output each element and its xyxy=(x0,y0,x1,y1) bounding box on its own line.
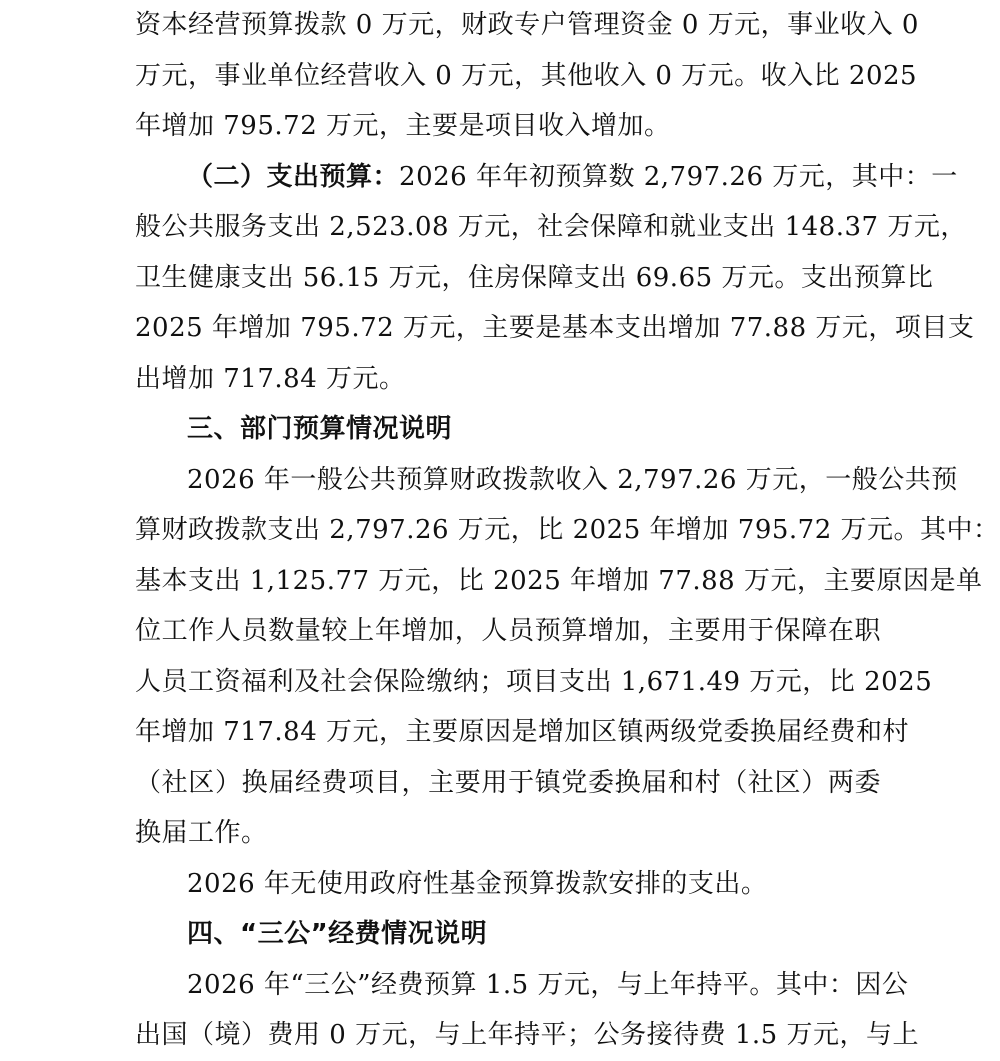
paragraph-line: 资本经营预算拨款 0 万元，财政专户管理资金 0 万元，事业收入 0 xyxy=(135,10,919,40)
paragraph-line: 出增加 717.84 万元。 xyxy=(135,363,406,394)
subsection-title: 支出预算： xyxy=(266,161,400,192)
section-heading: 三、部门预算情况说明 xyxy=(187,414,453,444)
paragraph-line: 2026 年一般公共预算财政拨款收入 2,797.26 万元，一般公共预 xyxy=(187,464,958,495)
paragraph-line: 位工作人员数量较上年增加，人员预算增加，主要用于保障在职 xyxy=(135,616,881,646)
paragraph-line: 2026 年“三公”经费预算 1.5 万元，与上年持平。其中：因公 xyxy=(187,969,909,1000)
paragraph-line: 换届工作。 xyxy=(135,818,268,848)
paragraph-line: 2025 年增加 795.72 万元，主要是基本支出增加 77.88 万元，项目支 xyxy=(135,313,975,343)
paragraph-line: 年增加 717.84 万元，主要原因是增加区镇两级党委换届经费和村 xyxy=(135,717,910,747)
paragraph-line: 年增加 795.72 万元，主要是项目收入增加。 xyxy=(135,111,671,141)
paragraph-line: 般公共服务支出 2,523.08 万元，社会保障和就业支出 148.37 万元， xyxy=(135,212,967,242)
paragraph-line: 算财政拨款支出 2,797.26 万元，比 2025 年增加 795.72 万元。其中： xyxy=(135,515,1000,545)
paragraph-line: 卫生健康支出 56.15 万元，住房保障支出 69.65 万元。支出预算比 xyxy=(135,262,934,293)
paragraph-text: 2026 年年初预算数 2,797.26 万元，其中：一 xyxy=(399,161,958,192)
paragraph-line: （社区）换届经费项目，主要用于镇党委换届和村（社区）两委 xyxy=(135,767,881,798)
paragraph-line: 出国（境）费用 0 万元，与上年持平；公务接待费 1.5 万元，与上 xyxy=(135,1020,919,1050)
section-heading: 四、“三公”经费情况说明 xyxy=(187,919,488,949)
paragraph-line: 人员工资福利及社会保险缴纳；项目支出 1,671.49 万元，比 2025 xyxy=(135,666,933,697)
paragraph-line: 2026 年无使用政府性基金预算拨款安排的支出。 xyxy=(187,868,768,899)
paragraph-line: 基本支出 1,125.77 万元，比 2025 年增加 77.88 万元，主要原因是单 xyxy=(135,565,983,596)
subsection-heading-line xyxy=(135,152,958,203)
document-body xyxy=(135,0,1000,1061)
paragraph-line: 万元，事业单位经营收入 0 万元，其他收入 0 万元。收入比 2025 xyxy=(135,60,918,91)
subsection-number: （二） xyxy=(187,161,267,192)
